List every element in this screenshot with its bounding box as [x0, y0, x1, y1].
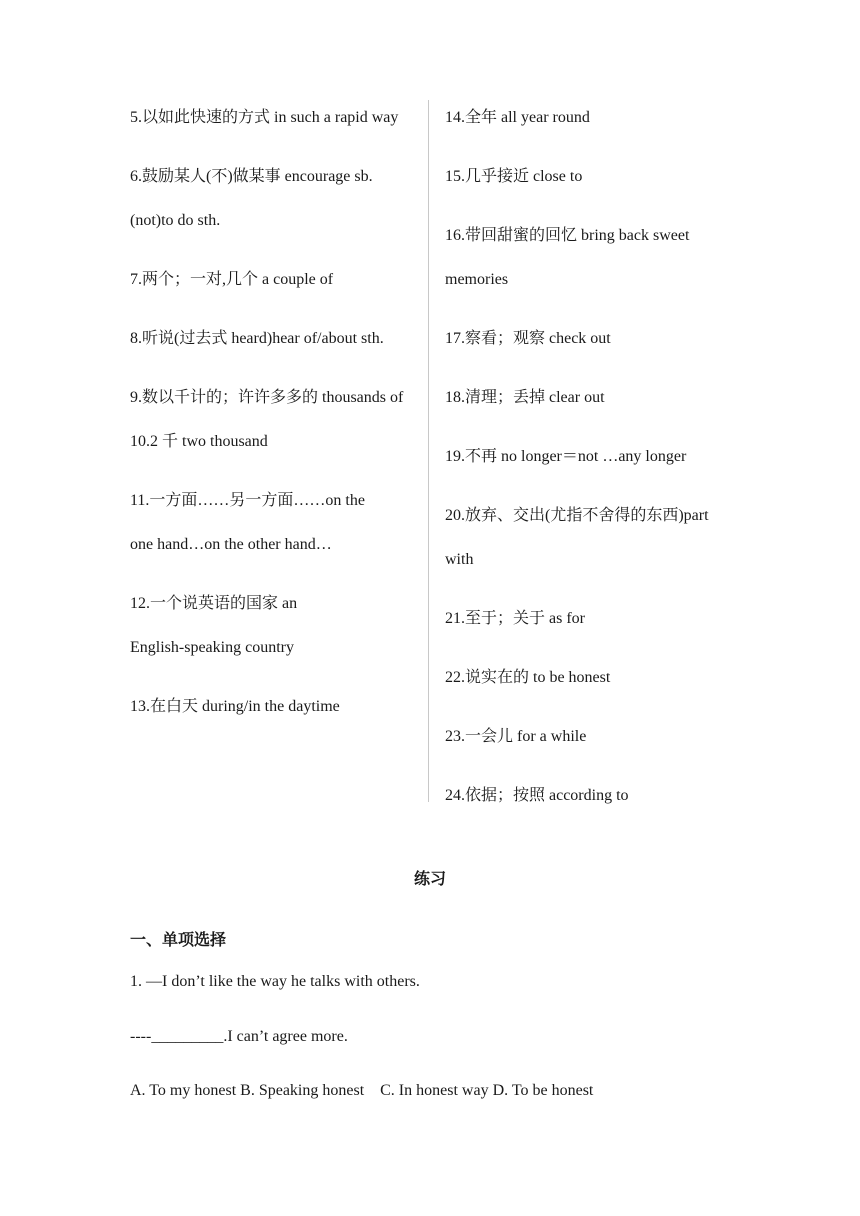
phrase-text: 8.听说(过去式 heard)hear of/about sth. — [130, 330, 384, 347]
phrase-item — [130, 685, 414, 729]
question-reply: ----_________.I can’t agree more. — [130, 1028, 348, 1045]
phrase-item — [130, 96, 414, 140]
phrase-item — [130, 155, 414, 243]
phrase-item — [130, 582, 414, 670]
phrase-item — [445, 656, 745, 700]
column-divider — [428, 100, 429, 802]
phrase-item — [445, 317, 745, 361]
phrase-item — [445, 774, 745, 818]
question-prompt: 1. —I don’t like the way he talks with others. — [130, 973, 420, 990]
phrase-list-left — [130, 96, 414, 744]
phrase-text: 15.几乎接近 close to — [445, 168, 583, 185]
phrase-text: 11.一方面……另一方面……on the one hand…on the other hand… — [130, 492, 365, 553]
phrase-item — [445, 597, 745, 641]
phrase-text: 12.一个说英语的国家 an English-speaking country — [130, 595, 298, 656]
phrase-text: 13.在白天 during/in the daytime — [130, 698, 340, 715]
phrase-text: 7.两个；一对,几个 a couple of — [130, 271, 334, 288]
phrase-text: 14.全年 all year round — [445, 109, 590, 126]
phrase-text: 18.清理；丢掉 clear out — [445, 389, 605, 406]
section-heading: 一、单项选择 — [130, 930, 227, 949]
phrase-text: 24.依据；按照 according to — [445, 787, 629, 804]
phrase-item — [130, 479, 414, 567]
phrase-text: 19.不再 no longer＝not …any longer — [445, 448, 687, 465]
phrase-item — [130, 258, 414, 302]
phrase-text: 20.放弃、交出(尤指不舍得的东西)part with — [445, 507, 709, 568]
phrase-text: 5.以如此快速的方式 in such a rapid way — [130, 109, 399, 126]
phrase-text: 22.说实在的 to be honest — [445, 669, 611, 686]
phrase-text: 23.一会儿 for a while — [445, 728, 587, 745]
phrase-item — [445, 715, 745, 759]
phrase-item — [130, 376, 414, 464]
question-options: A. To my honest B. Speaking honest C. In honest way D. To be honest — [130, 1082, 594, 1099]
phrase-item — [445, 214, 745, 302]
phrase-text: 9.数以千计的；许许多多的 thousands of 10.2 千 two thousand — [130, 389, 404, 450]
phrase-text: 6.鼓励某人(不)做某事 encourage sb.(not)to do sth. — [130, 168, 373, 229]
phrase-item — [445, 96, 745, 140]
phrase-item — [445, 494, 745, 582]
phrase-text: 21.至于；关于 as for — [445, 610, 585, 627]
exercise-title: 练习 — [413, 869, 446, 888]
phrase-item — [445, 376, 745, 420]
phrase-text: 17.察看；观察 check out — [445, 330, 611, 347]
phrase-list-right — [445, 96, 745, 833]
phrase-item — [445, 435, 745, 479]
phrase-item — [130, 317, 414, 361]
phrase-text: 16.带回甜蜜的回忆 bring back sweet memories — [445, 227, 690, 288]
phrase-item — [445, 155, 745, 199]
